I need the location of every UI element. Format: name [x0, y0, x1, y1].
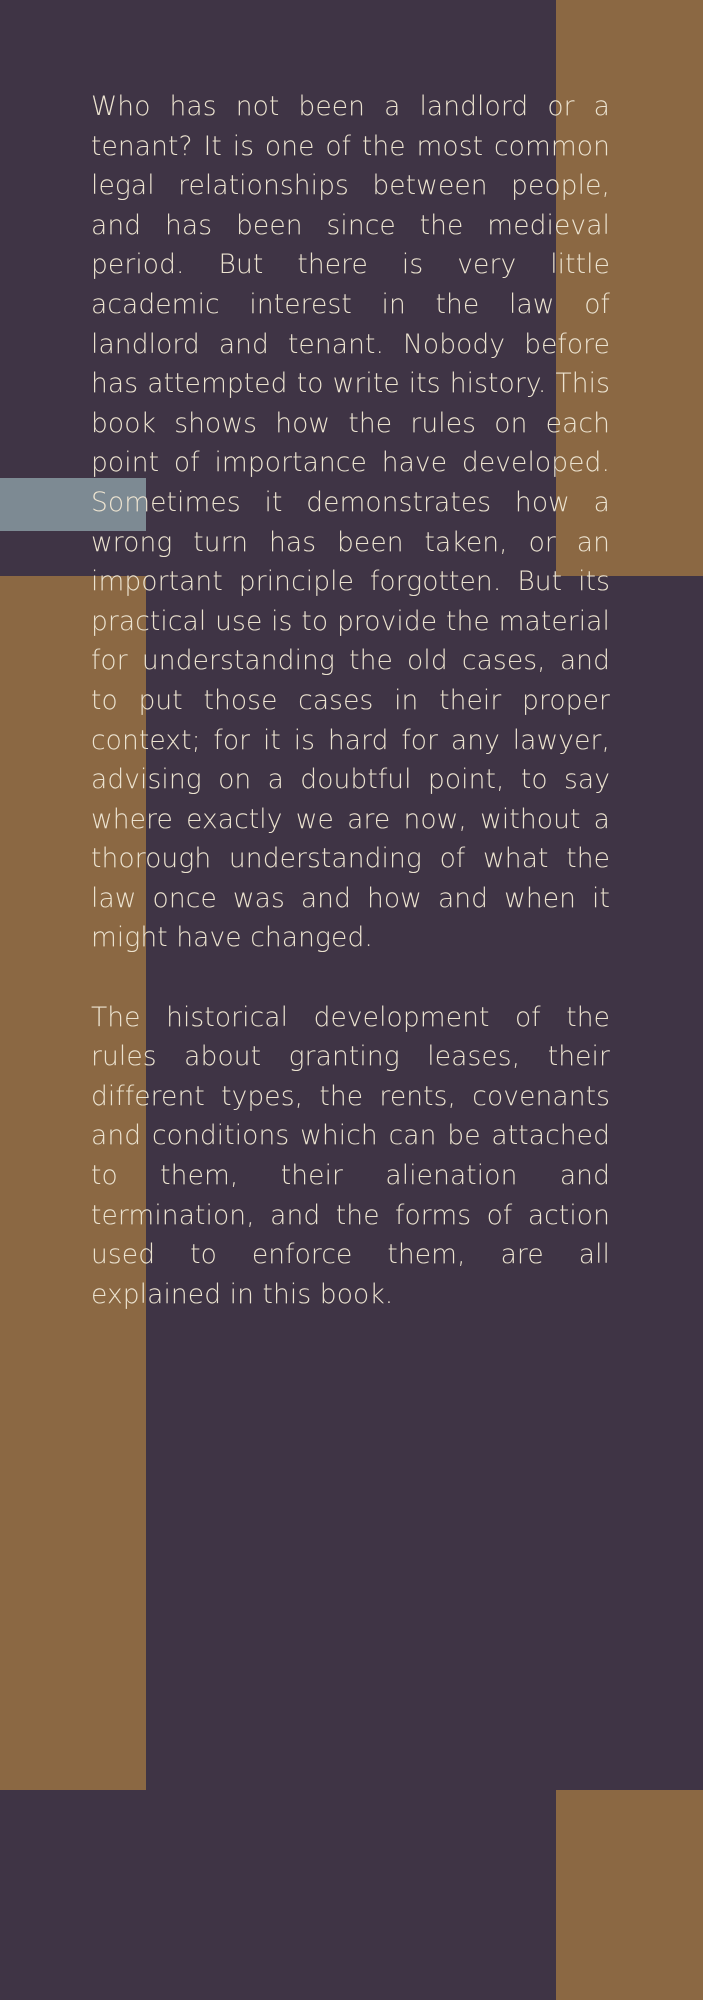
blurb-paragraph-1: Who has not been a landlord or a tenant? It is one of the most common legal relationships between people, and has been since the medieval period. But there is very little academic interest in the law of landlord and tenant. Nobody before has attempted to write its history. This book shows how the rules on each point of importance have developed. Sometimes it demonstrates how a wrong turn has been taken, or an important principle forgotten. But its practical use is to provide the material for understanding the old cases, and to put those cases in their proper context; for it is hard for any lawyer, advising on a doubtful point, to say where exactly we are now, without a thorough understanding of what the law once was and how and when it might have changed. — [91, 91, 610, 954]
back-cover-blurb — [91, 87, 610, 1314]
blurb-paragraph-2: The historical development of the rules about granting leases, their different types, the rents, covenants and conditions which can be attached to them, their alienation and termination, and the forms of action used to enforce them, are all explained in this book. — [91, 1001, 610, 1310]
decorative-block-bottom-right — [556, 1790, 703, 2000]
